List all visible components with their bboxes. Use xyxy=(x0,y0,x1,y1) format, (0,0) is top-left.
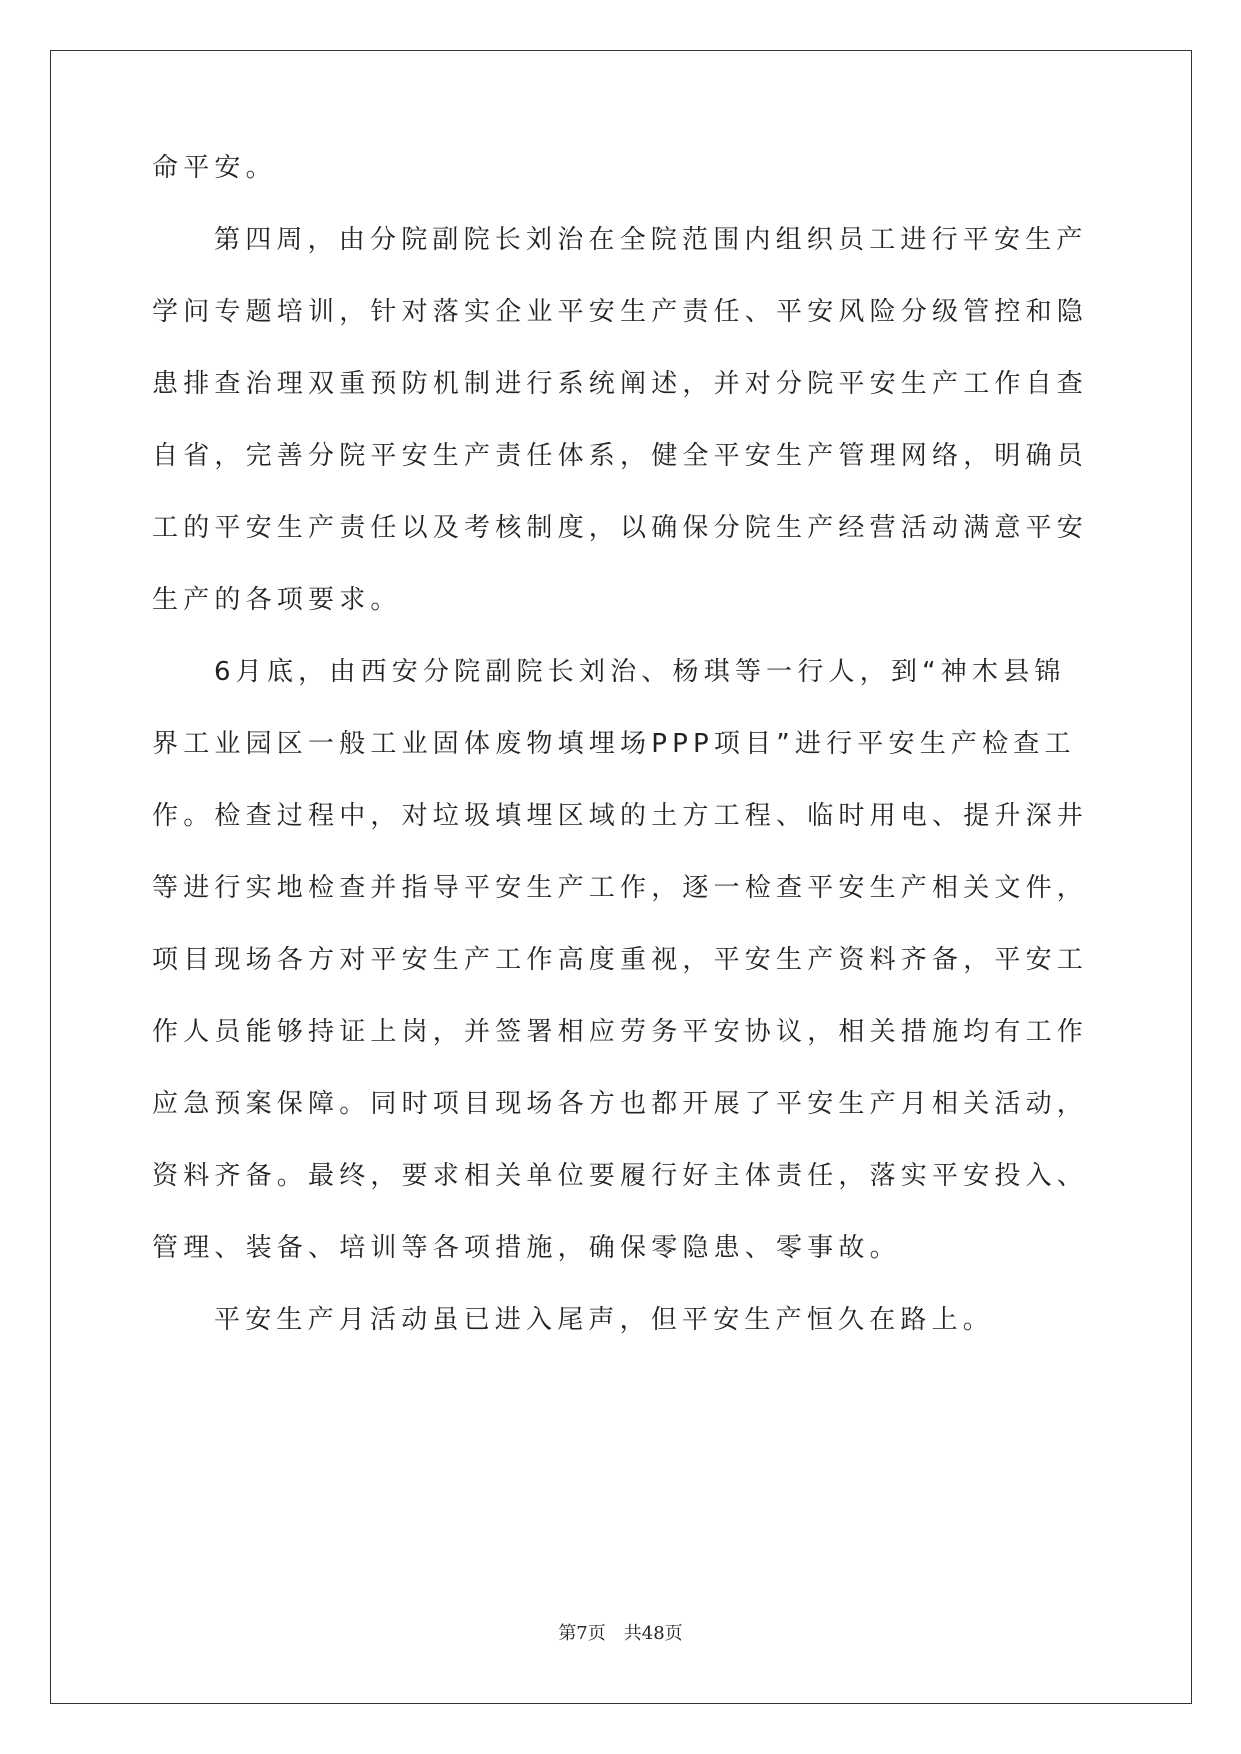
page-footer xyxy=(0,1622,1241,1646)
text-line: 学问专题培训，针对落实企业平安生产责任、平安风险分级管控和隐 xyxy=(152,297,1089,327)
text-line: 项目现场各方对平安生产工作高度重视，平安生产资料齐备，平安工 xyxy=(152,945,1089,975)
text-line: 生产的各项要求。 xyxy=(152,585,402,615)
text-line: 等进行实地检查并指导平安生产工作，逐一检查平安生产相关文件， xyxy=(152,873,1089,903)
paragraph-start-line: 6月底，由西安分院副院长刘治、杨琪等一行人，到“神木县锦 xyxy=(214,657,1066,687)
text-line: 命平安。 xyxy=(152,153,277,183)
page-number-total: 共48页 xyxy=(623,1623,683,1644)
paragraph-start-line: 平安生产月活动虽已进入尾声，但平安生产恒久在路上。 xyxy=(214,1305,995,1335)
text-line: 管理、装备、培训等各项措施，确保零隐患、零事故。 xyxy=(152,1233,901,1263)
text-line: 作。检查过程中，对垃圾填埋区域的土方工程、临时用电、提升深井 xyxy=(152,801,1089,831)
page-number-current: 第7页 xyxy=(558,1623,606,1644)
text-line: 自省，完善分院平安生产责任体系，健全平安生产管理网络，明确员 xyxy=(152,441,1089,471)
text-line: 资料齐备。最终，要求相关单位要履行好主体责任，落实平安投入、 xyxy=(152,1161,1089,1191)
text-line: 应急预案保障。同时项目现场各方也都开展了平安生产月相关活动， xyxy=(152,1089,1089,1119)
text-line: 界工业园区一般工业固体废物填埋场PPP项目”进行平安生产检查工 xyxy=(152,729,1076,759)
text-line: 患排查治理双重预防机制进行系统阐述，并对分院平安生产工作自查 xyxy=(152,369,1089,399)
paragraph-start-line: 第四周，由分院副院长刘治在全院范围内组织员工进行平安生产 xyxy=(214,225,1088,255)
text-line: 作人员能够持证上岗，并签署相应劳务平安协议，相关措施均有工作 xyxy=(152,1017,1089,1047)
text-line: 工的平安生产责任以及考核制度，以确保分院生产经营活动满意平安 xyxy=(152,513,1089,543)
